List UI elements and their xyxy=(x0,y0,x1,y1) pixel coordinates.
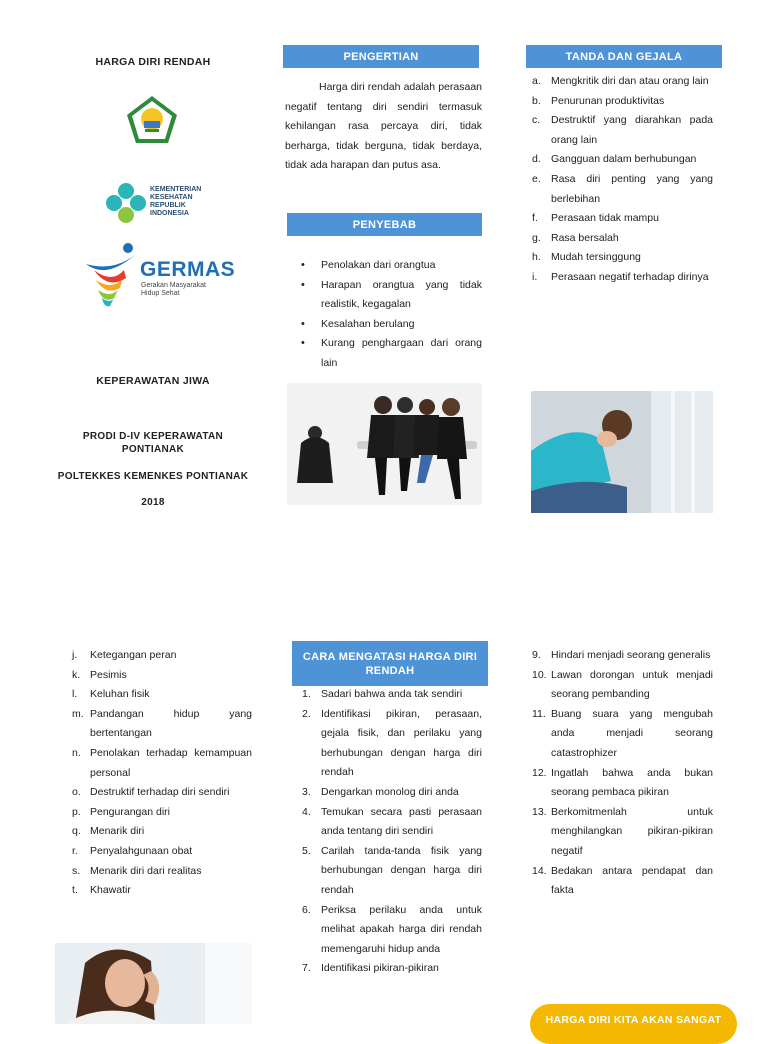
list-text: Bedakan antara pendapat dan fakta xyxy=(551,864,713,897)
list-text: Rasa bersalah xyxy=(551,231,619,244)
cara-list-continued xyxy=(532,646,713,901)
list-marker: 3. xyxy=(302,785,311,798)
list-text: Keluhan fisik xyxy=(90,688,150,701)
list-text: Periksa perilaku anda untuk melihat apakah harga diri rendah memengaruhi hidup anda xyxy=(321,903,482,955)
list-text: Pengurangan diri xyxy=(90,805,170,818)
kemenkes-line: KESEHATAN xyxy=(150,194,193,201)
list-marker: s. xyxy=(72,864,81,877)
list-text: Khawatir xyxy=(90,884,131,897)
list-text: Menarik diri xyxy=(90,825,145,838)
list-marker: f. xyxy=(532,212,538,225)
list-text: Ingatlah bahwa anda bukan seorang pembaca pikiran xyxy=(551,766,713,799)
list-item xyxy=(302,842,482,901)
tanda-list-continued xyxy=(72,646,252,901)
list-item xyxy=(532,111,713,150)
prodi-line: PONTIANAK xyxy=(121,444,185,455)
list-item xyxy=(72,881,252,901)
institution-name: POLTEKKES KEMENKES PONTIANAK xyxy=(57,471,249,482)
list-item xyxy=(72,685,252,705)
list-item xyxy=(302,783,482,803)
list-marker: 1. xyxy=(302,688,311,700)
quote-banner: HARGA DIRI KITA AKAN SANGAT xyxy=(530,1004,737,1044)
list-item xyxy=(302,705,482,783)
kemenkes-flower-icon xyxy=(104,181,148,225)
list-text: Identifikasi pikiran, perasaan, gejala fisik, dan perilaku yang berhubungan dengan harga diri rendah xyxy=(321,707,482,779)
kemenkes-logo xyxy=(104,181,210,227)
list-marker: e. xyxy=(532,172,541,185)
list-marker: 4. xyxy=(302,805,311,818)
list-item xyxy=(532,705,713,764)
penyebab-list xyxy=(285,256,482,374)
list-text: Ketegangan peran xyxy=(90,649,177,661)
list-item xyxy=(72,666,252,686)
list-text: Berkomitmenlah untuk menghilangkan pikiran-pikiran negatif xyxy=(551,805,713,857)
list-text: Buang suara yang mengubah anda menjadi seorang catastrophizer xyxy=(551,707,713,759)
list-item xyxy=(532,72,713,92)
list-item xyxy=(532,666,713,705)
list-text: Rasa diri penting yang yang berlebihan xyxy=(551,172,713,205)
list-marker: l. xyxy=(72,688,78,701)
list-marker: 13. xyxy=(532,805,547,818)
group-isolation-photo xyxy=(287,383,482,505)
list-item: • Kesalahan berulang xyxy=(285,315,482,335)
list-marker: 12. xyxy=(532,766,547,779)
pengertian-header: PENGERTIAN xyxy=(283,45,479,68)
list-marker: 11. xyxy=(532,707,546,720)
list-item xyxy=(532,209,713,229)
list-marker: j. xyxy=(72,649,78,661)
list-item: • Kurang penghargaan dari orang lain xyxy=(285,334,482,373)
list-text: Lawan dorongan untuk menjadi seorang pembanding xyxy=(551,668,713,701)
list-item xyxy=(72,842,252,862)
penyebab-header: PENYEBAB xyxy=(287,213,482,236)
list-item xyxy=(532,92,713,112)
list-item xyxy=(532,803,713,862)
list-marker: p. xyxy=(72,805,81,818)
list-marker: h. xyxy=(532,251,541,264)
list-text: Dengarkan monolog diri anda xyxy=(321,785,459,798)
list-text: Destruktif yang diarahkan pada orang lain xyxy=(551,114,713,146)
list-marker: 10. xyxy=(532,668,547,681)
list-text: Menarik diri dari realitas xyxy=(90,864,202,877)
list-marker: n. xyxy=(72,746,81,759)
list-item xyxy=(72,862,252,882)
kemenkes-line: KEMENTERIAN xyxy=(150,186,202,193)
list-item xyxy=(302,959,482,979)
pengertian-text: Harga diri rendah adalah perasaan negatif tentang diri sendiri termasuk kehilangan rasa percaya diri, tidak berharga, tidak berguna, tidak berdaya, tidak ada harapan dan putus asa. xyxy=(285,81,482,172)
cara-header xyxy=(292,641,488,686)
list-item xyxy=(532,248,713,268)
cara-header-line: RENDAH xyxy=(365,664,415,677)
list-marker: o. xyxy=(72,786,81,799)
tanda-header: TANDA DAN GEJALA xyxy=(526,45,722,68)
germas-subtitle: Gerakan Masyarakat xyxy=(141,282,206,289)
list-text: Sadari bahwa anda tak sendiri xyxy=(321,688,463,700)
list-text: Pesimis xyxy=(90,668,127,681)
list-item xyxy=(72,803,252,823)
list-item xyxy=(302,803,482,842)
list-marker: i. xyxy=(532,270,538,283)
germas-logo xyxy=(84,240,236,308)
headache-woman-photo xyxy=(55,943,252,1024)
list-text: Mudah tersinggung xyxy=(551,251,641,264)
list-marker: d. xyxy=(532,153,541,166)
list-marker: k. xyxy=(72,668,81,681)
list-item xyxy=(72,783,252,803)
list-text: Gangguan dalam berhubungan xyxy=(551,153,697,166)
list-marker: 6. xyxy=(302,903,311,916)
brochure-title: HARGA DIRI RENDAH xyxy=(95,56,211,68)
list-text: Perasaan negatif terhadap dirinya xyxy=(551,270,709,283)
list-text: Destruktif terhadap diri sendiri xyxy=(90,786,230,799)
subject-title: KEPERAWATAN JIWA xyxy=(96,375,210,387)
list-text: Hindari menjadi seorang generalis xyxy=(551,649,711,661)
germas-figure-icon xyxy=(84,240,142,308)
list-text: Mengkritik diri dan atau orang lain xyxy=(551,75,709,87)
list-marker: 7. xyxy=(302,962,311,975)
sad-woman-photo xyxy=(531,391,713,513)
list-marker: c. xyxy=(532,114,541,127)
tut-wuri-logo xyxy=(125,95,179,145)
list-marker: 2. xyxy=(302,707,311,720)
list-marker: b. xyxy=(532,94,541,107)
list-item xyxy=(532,170,713,209)
germas-title: GERMAS xyxy=(140,258,236,281)
list-text: Identifikasi pikiran-pikiran xyxy=(321,962,439,975)
list-marker: m. xyxy=(72,707,84,720)
list-item xyxy=(532,862,713,901)
list-item xyxy=(72,705,252,744)
year: 2018 xyxy=(141,497,165,508)
list-text: Penyalahgunaan obat xyxy=(90,844,193,857)
list-marker: a. xyxy=(532,75,541,87)
list-marker: t. xyxy=(72,884,78,897)
kemenkes-line: REPUBLIK xyxy=(150,202,186,209)
list-item xyxy=(532,646,713,666)
list-item xyxy=(302,685,482,705)
list-marker: 14. xyxy=(532,864,547,877)
list-item xyxy=(302,901,482,960)
cara-list xyxy=(302,685,482,979)
tanda-list xyxy=(532,72,713,288)
list-marker: 9. xyxy=(532,649,541,661)
list-item xyxy=(532,150,713,170)
kemenkes-line: INDONESIA xyxy=(150,210,189,217)
cara-header-line: CARA MENGATASI HARGA DIRI xyxy=(302,650,478,663)
list-marker: 5. xyxy=(302,844,311,857)
list-item xyxy=(532,268,713,288)
list-item xyxy=(72,744,252,783)
list-text: Penolakan terhadap kemampuan personal xyxy=(90,746,252,779)
list-text: Penurunan produktivitas xyxy=(551,94,665,107)
list-item: • Penolakan dari orangtua xyxy=(285,256,482,276)
list-item: • Harapan orangtua yang tidak realistik, kegagalan xyxy=(285,276,482,315)
list-marker: r. xyxy=(72,844,78,857)
list-item xyxy=(532,229,713,249)
list-marker: q. xyxy=(72,825,81,838)
prodi-line: PRODI D-IV KEPERAWATAN xyxy=(82,431,224,442)
list-text: Perasaan tidak mampu xyxy=(551,212,659,225)
list-text: Temukan secara pasti perasaan anda tentang diri sendiri xyxy=(321,805,482,838)
list-item xyxy=(72,822,252,842)
list-marker: g. xyxy=(532,231,541,244)
germas-subtitle: Hidup Sehat xyxy=(141,290,180,297)
list-text: Pandangan hidup yang bertentangan xyxy=(90,707,252,740)
list-item xyxy=(532,764,713,803)
list-text: Carilah tanda-tanda fisik yang berhubungan dengan harga diri rendah xyxy=(321,844,482,896)
list-item xyxy=(72,646,252,666)
